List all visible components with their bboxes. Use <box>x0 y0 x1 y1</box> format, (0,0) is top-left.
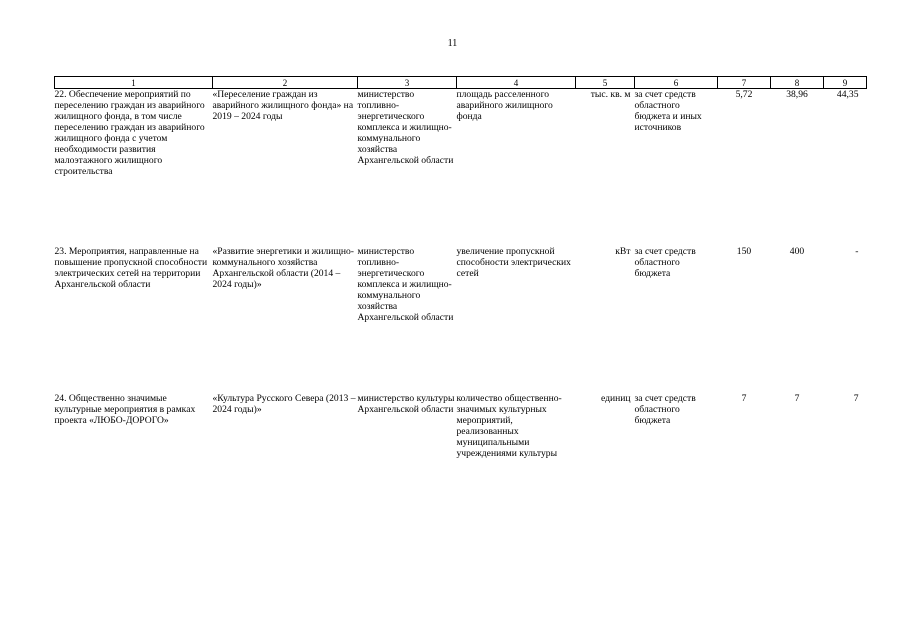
header-row <box>55 77 867 89</box>
header-cell-3: 3 <box>358 77 457 89</box>
funding-cell: за счет средств областного бюджета <box>634 392 696 426</box>
program-cell: «Культура Русского Севера (2013 – 2024 годы)» <box>212 392 356 415</box>
funding-cell: за счет средств областного бюджета и иных источников <box>634 89 702 133</box>
value-cell-7: 150 <box>736 245 752 257</box>
measure-name-cell: 23. Мероприятия, направленные на повышение пропускной способности электрических сетей на территории Архангельской области <box>54 245 208 290</box>
header-cell-9: 9 <box>824 77 867 89</box>
value-cell-9: 44,35 <box>836 89 859 100</box>
value-cell-7: 7 <box>741 392 747 404</box>
responsible-cell: министерство топливно-энергетического комплекса и жилищно-коммунального хозяйства Архангельской области <box>357 245 454 323</box>
table-row <box>55 246 867 393</box>
unit-cell: кВт <box>615 245 631 257</box>
header-cell-2: 2 <box>213 77 358 89</box>
table-row <box>55 393 867 461</box>
program-cell: «Развитие энергетики и жилищно-коммунального хозяйства Архангельской области (2014 – 2024 годы)» <box>212 245 354 290</box>
value-cell-8: 38,96 <box>786 89 808 100</box>
measure-name-cell: 22. Обеспечение мероприятий по переселению граждан из аварийного жилищного фонда, в том числе переселению граждан из аварийного жилищного фонда с учетом необходимости развития малоэтажного жилищного строительства <box>54 89 205 177</box>
indicator-cell: увеличение пропускной способности электрических сетей <box>456 245 571 279</box>
unit-cell: единиц <box>600 392 631 404</box>
unit-cell: тыс. кв. м <box>590 89 631 100</box>
header-cell-5: 5 <box>576 77 635 89</box>
indicator-cell: площадь расселенного аварийного жилищного фонда <box>456 89 553 122</box>
value-cell-8: 400 <box>789 245 805 257</box>
responsible-cell: министерство культуры Архангельской области <box>357 392 455 415</box>
value-cell-8: 7 <box>794 392 800 404</box>
measures-table <box>54 76 867 461</box>
header-cell-4: 4 <box>457 77 576 89</box>
header-cell-1: 1 <box>55 77 213 89</box>
page-number: 11 <box>447 38 458 49</box>
value-cell-7: 5,72 <box>735 89 753 100</box>
value-cell-9: - <box>855 245 859 257</box>
measure-name-cell: 24. Общественно значимые культурные мероприятия в рамках проекта «ЛЮБО-ДОРОГО» <box>54 392 196 426</box>
table-row <box>55 89 867 246</box>
value-cell-9: 7 <box>853 392 859 404</box>
header-cell-8: 8 <box>771 77 824 89</box>
funding-cell: за счет средств областного бюджета <box>634 245 696 279</box>
responsible-cell: министерство топливно-энергетического комплекса и жилищно-коммунального хозяйства Архангельской области <box>357 89 454 166</box>
program-cell: «Переселение граждан из аварийного жилищного фонда» на 2019 – 2024 годы <box>212 89 354 122</box>
indicator-cell: количество общественно-значимых культурных мероприятий, реализованных муниципальными учреждениями культуры <box>456 392 562 459</box>
header-cell-6: 6 <box>635 77 718 89</box>
header-cell-7: 7 <box>718 77 771 89</box>
